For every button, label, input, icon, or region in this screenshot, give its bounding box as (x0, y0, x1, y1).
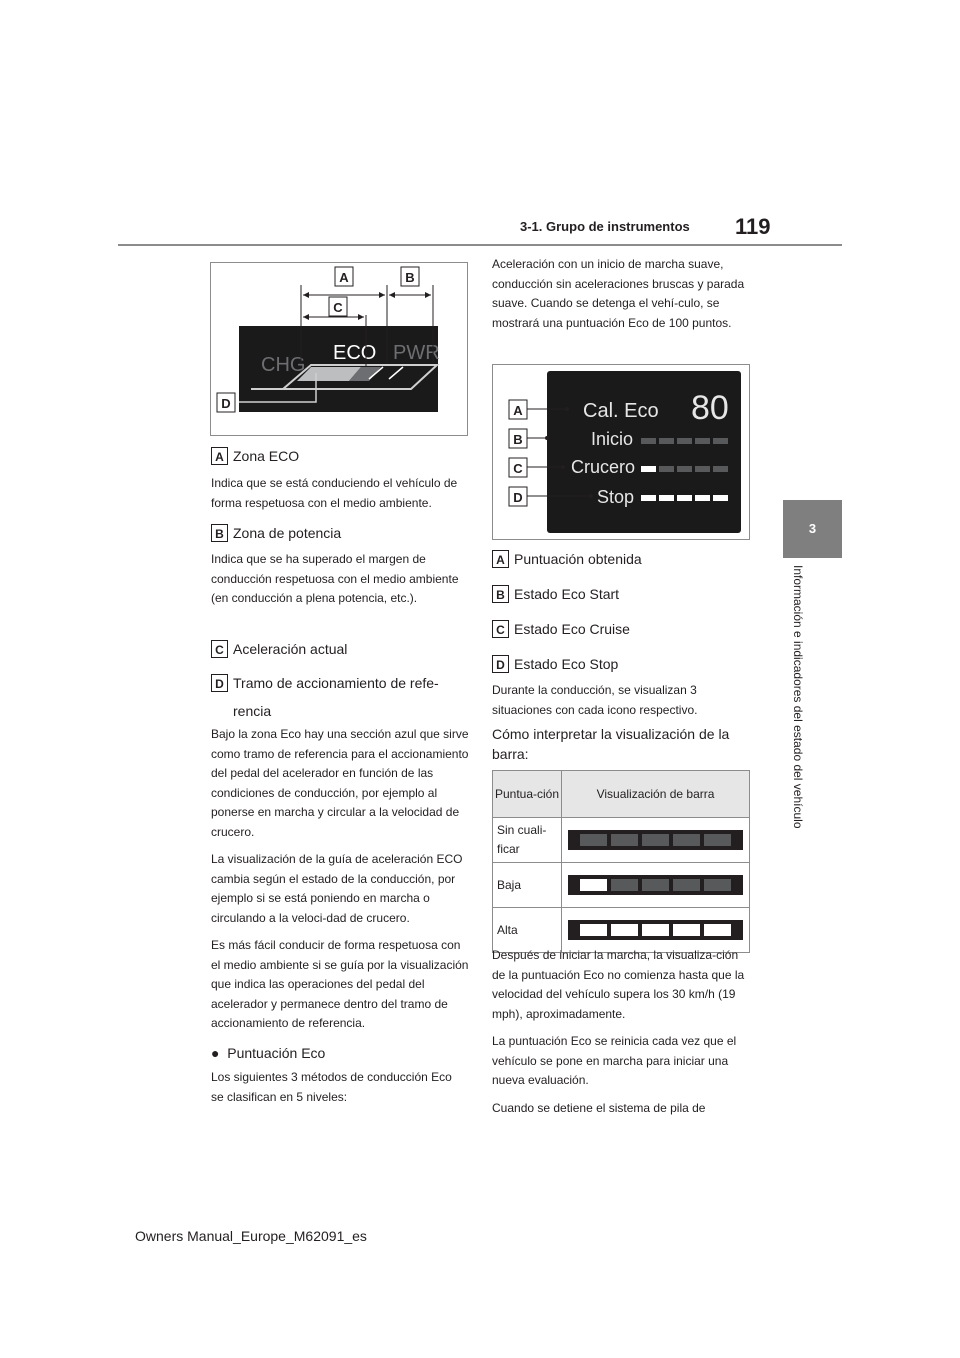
eco-level-segment (659, 495, 674, 501)
bar-segment (673, 924, 700, 936)
chapter-label: Información e indicadores del estado del vehículo (791, 565, 805, 829)
callout-a: A (339, 270, 349, 285)
eco-level-segment (677, 438, 692, 444)
eco-guide-figure (210, 262, 468, 436)
left-body: Bajo la zona Eco hay una sección azul que sirve como tramo de referencia para el accionamiento del pedal del acelerador en función de las condiciones de conducción, por ejemplo al ponerse en marcha y circular a la velocidad de crucero. La visualización de la guía de aceleración ECO cambia según el estado de la conducción, por ejemplo si se está poniendo en marcha o circulando a la veloci-dad de crucero. Es más fácil conducir de forma respetuosa con el medio ambiente si se guía por la visualización que indica las operaciones del pedal del acelerador y permanece dentro del tramo de accionamiento de referencia. (211, 727, 469, 1030)
eco-level-segment (677, 495, 692, 501)
eco-level-segment (713, 495, 728, 501)
row-crucero-label: Crucero (571, 457, 636, 477)
eco-score-value: 80 (691, 389, 729, 427)
callout-d: D (221, 396, 231, 411)
eco-level-segment (659, 438, 674, 444)
footer-doc-id: Owners Manual_Europe_M62091_es (135, 1228, 367, 1244)
label-eco-stop: D Estado Eco Stop (492, 655, 618, 673)
right-intro: Aceleración con un inicio de marcha suave, conducción sin aceleraciones bruscas y parada suave. Cuando se detenga el vehí-culo, se mostrará una puntuación Eco de 100 puntos. (492, 257, 745, 330)
bar-segment (580, 879, 607, 891)
eco-level-segment (713, 466, 728, 472)
callout-c: C (513, 461, 523, 476)
eco-score-figure (492, 364, 750, 540)
callout-b: B (513, 432, 523, 447)
bar-table (492, 770, 750, 953)
page-number: 119 (735, 214, 771, 239)
label-reference-range-cont: rencia (233, 703, 272, 719)
col-bar: Visualización de barra (562, 771, 750, 818)
label-power-zone: B Zona de potencia (211, 524, 341, 542)
bar-segment (642, 879, 669, 891)
eco-label: ECO (333, 342, 377, 364)
bar-segment (611, 879, 638, 891)
label-reference-range: D Tramo de accionamiento de refe- (211, 674, 439, 692)
desc-power-zone: Indica que se ha superado el margen de conducción respetuosa con el medio ambiente (en conducción a plena potencia, etc.). (211, 552, 459, 605)
section-title: 3-1. Grupo de instrumentos (520, 219, 690, 234)
row-inicio-label: Inicio (591, 429, 634, 449)
right-body: Después de iniciar la marcha, la visualiza-ción de la puntuación Eco no comienza hasta que la velocidad del vehículo supera los 30 km/h (19 mph), aproximadamente. La puntuación Eco se reinicia cada vez que el vehículo se pone en marcha para iniciar una nueva evaluación. Cuando se detiene el sistema de pila de (492, 948, 745, 1115)
col-score: Puntua-ción (493, 771, 562, 818)
eco-level-segment (695, 438, 710, 444)
bar-segment (673, 834, 700, 846)
eco-level-segment (695, 495, 710, 501)
table-row: Alta (493, 908, 750, 953)
label-score: A Puntuación obtenida (492, 550, 642, 568)
eco-level-segment (659, 466, 674, 472)
callout-c: C (333, 300, 343, 315)
desc-eco-zone: Indica que se está conduciendo el vehículo de forma respetuosa con el medio ambiente. (211, 476, 458, 510)
eco-score-title: Cal. Eco (583, 400, 659, 422)
chg-label: CHG (261, 354, 306, 376)
bullet-eco-score-text: Los siguientes 3 métodos de conducción Eco se clasifican en 5 niveles: (211, 1070, 452, 1104)
table-row: Baja (493, 863, 750, 908)
label-eco-cruise: C Estado Eco Cruise (492, 620, 630, 638)
callout-d: D (513, 490, 523, 505)
bar-segment (642, 924, 669, 936)
bullet-eco-score: ● Puntuación Eco (211, 1045, 326, 1061)
eco-level-segment (695, 466, 710, 472)
callout-a: A (513, 403, 523, 418)
label-eco-start: B Estado Eco Start (492, 585, 619, 603)
table-row: Sin cuali-ficar (493, 818, 750, 863)
bar-segment (673, 879, 700, 891)
eco-level-segment (713, 438, 728, 444)
eco-level-segment (641, 466, 656, 472)
bar-segment (642, 834, 669, 846)
eco-level-segment (641, 438, 656, 444)
bar-segment (611, 924, 638, 936)
label-eco-zone: A Zona ECO (211, 447, 299, 465)
row-stop-label: Stop (597, 487, 635, 507)
bar-segment (704, 924, 731, 936)
label-current-accel: C Aceleración actual (211, 640, 347, 658)
eco-level-segment (677, 466, 692, 472)
header-divider (118, 244, 842, 246)
bar-segment (704, 879, 731, 891)
bar-subheading: Cómo interpretar la visualización de la barra: (492, 726, 730, 762)
bar-segment (580, 924, 607, 936)
callout-b: B (405, 270, 415, 285)
bar-segment (580, 834, 607, 846)
pwr-label: PWR (393, 342, 440, 364)
chapter-tab: 3 (783, 500, 842, 558)
bar-segment (611, 834, 638, 846)
bar-segment (704, 834, 731, 846)
eco-level-segment (641, 495, 656, 501)
right-para1: Durante la conducción, se visualizan 3 situaciones con cada icono respectivo. (492, 683, 698, 717)
